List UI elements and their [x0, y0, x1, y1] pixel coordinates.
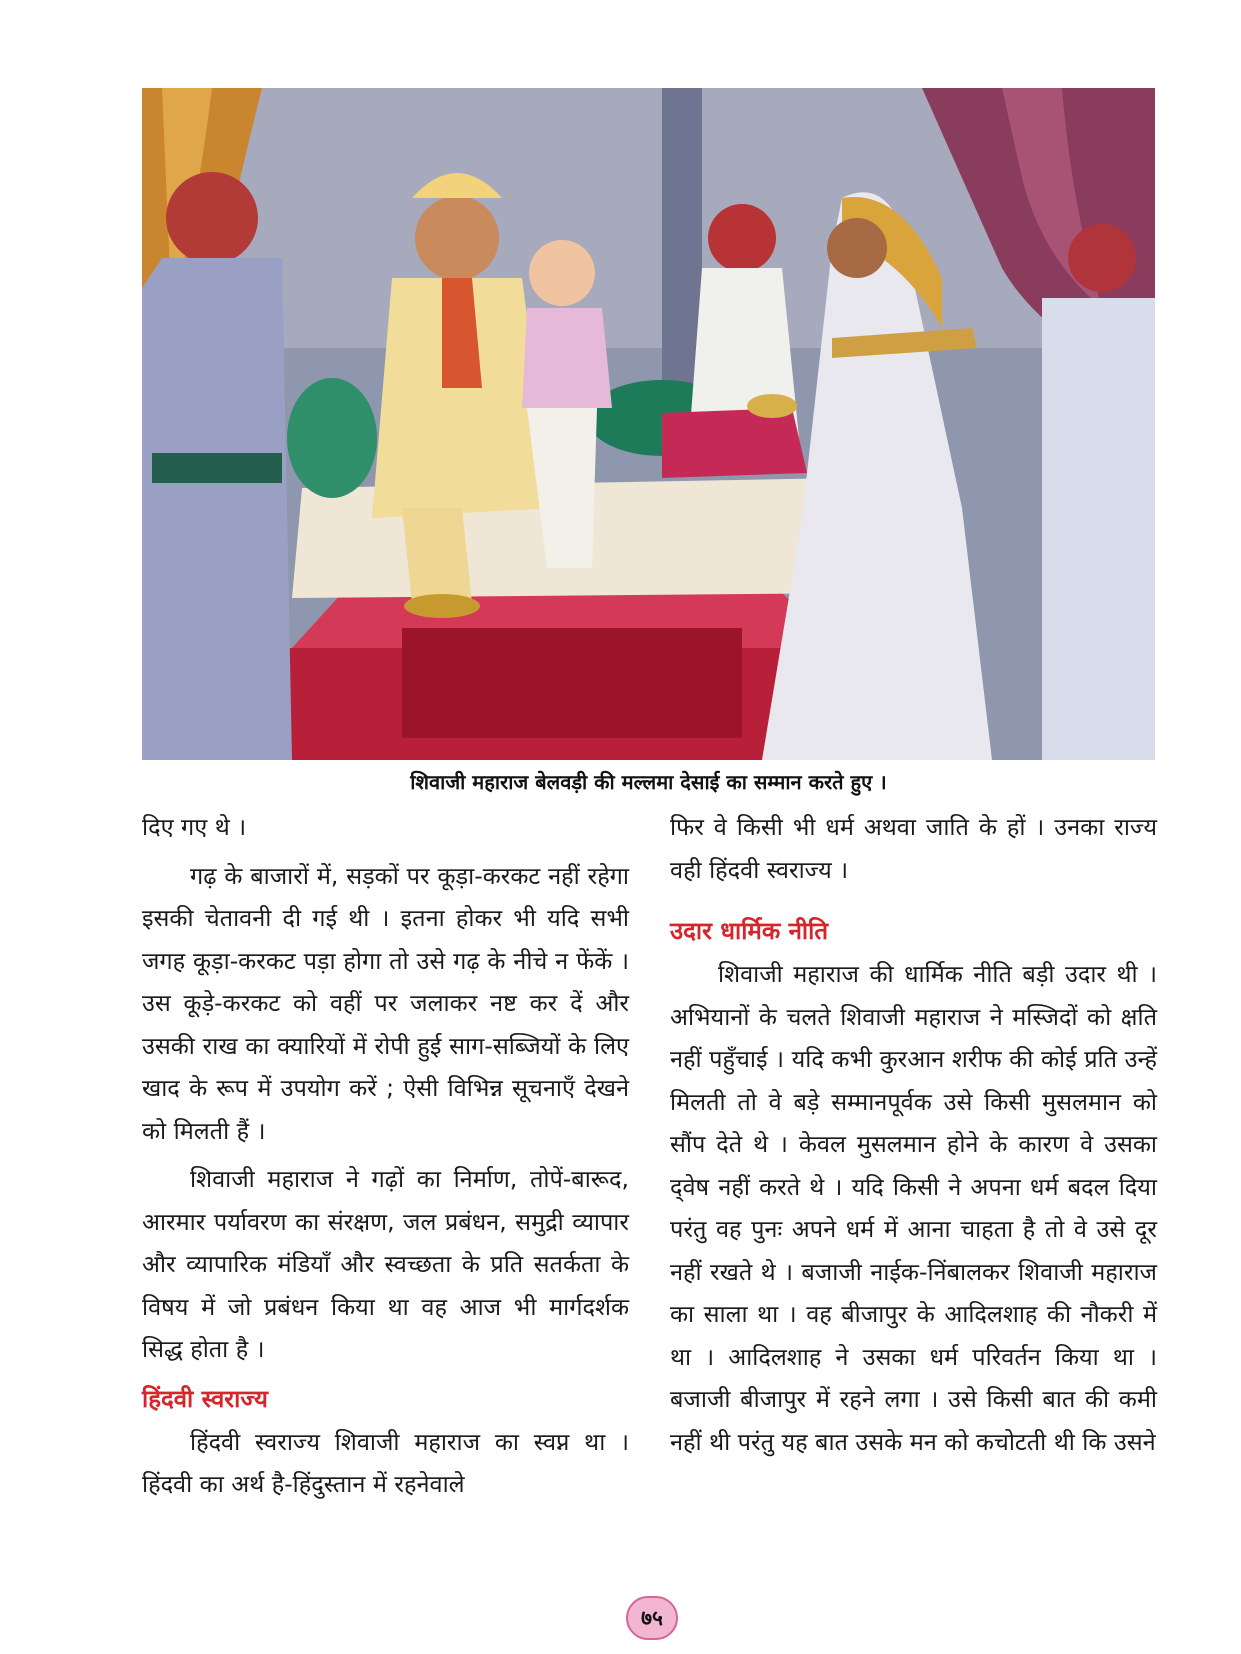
- left-column: [142, 806, 629, 1512]
- paragraph: शिवाजी महाराज ने गढ़ों का निर्माण, तोपें-बारूद, आरमार पर्यावरण का संरक्षण, जल प्रबंधन, समुद्री व्यापार और व्यापारिक मंडियाँ और स्वच्छता के प्रति सतर्कता के विषय में जो प्रबंधन किया था वह आज भी मार्गदर्शक सिद्ध होता है ।: [142, 1165, 629, 1363]
- paragraph: फिर वे किसी भी धर्म अथवा जाति के हों । उनका राज्य वही हिंदवी स्वराज्य ।: [670, 813, 1157, 884]
- figure-caption: शिवाजी महाराज बेलवड़ी की मल्लमा देसाई का सम्मान करते हुए ।: [410, 770, 887, 794]
- right-column: [670, 806, 1157, 1469]
- paragraph: हिंदवी स्वराज्य शिवाजी महाराज का स्वप्न था । हिंदवी का अर्थ है-हिंदुस्तान में रहनेवाले: [142, 1427, 629, 1498]
- court-illustration: [142, 88, 1155, 760]
- section-heading-hindavi-swarajya: हिंदवी स्वराज्य: [142, 1384, 268, 1413]
- section-heading-religious-policy: उदार धार्मिक नीति: [670, 917, 829, 945]
- paragraph: शिवाजी महाराज की धार्मिक नीति बड़ी उदार थी । अभियानों के चलते शिवाजी महाराज ने मस्जिदों को क्षति नहीं पहुँचाई । यदि कभी कुरआन शरीफ की कोई प्रति उन्हें मिलती तो वे बड़े सम्मानपूर्वक उसे किसी मुसलमान को सौंप देते थे । केवल मुसलमान होने के कारण वे उसका द्‌वेष नहीं करते थे । यदि किसी ने अपना धर्म बदल दिया परंतु वह पुनः अपने धर्म में आना चाहता है तो वे उसे दूर नहीं रखते थे । बजाजी नाईक-निंबालकर शिवाजी महाराज का साला था । वह बीजापुर के आदिलशाह की नौकरी में था । आदिलशाह ने उसका धर्म परिवर्तन किया था । बजाजी बीजापुर में रहने लगा । उसे किसी बात की कमी नहीं थी परंतु यह बात उसके मन को कचोटती थी कि उसने: [670, 960, 1157, 1456]
- paragraph: दिए गए थे ।: [142, 813, 247, 841]
- illustration-art: [142, 88, 1155, 760]
- page-number-badge: ७५: [626, 1596, 678, 1640]
- paragraph: गढ़ के बाजारों में, सड़कों पर कूड़ा-करकट नहीं रहेगा इसकी चेतावनी दी गई थी । इतना होकर भी यदि सभी जगह कूड़ा-करकट पड़ा होगा तो उसे गढ़ के नीचे न फेंकें । उस कूड़े-करकट को वहीं पर जलाकर नष्ट कर दें और उसकी राख का क्यारियों में रोपी हुई साग-सब्जियों के लिए खाद के रूप में उपयोग करें ; ऐसी विभिन्न सूचनाएँ देखने को मिलती हैं ।: [142, 861, 629, 1145]
